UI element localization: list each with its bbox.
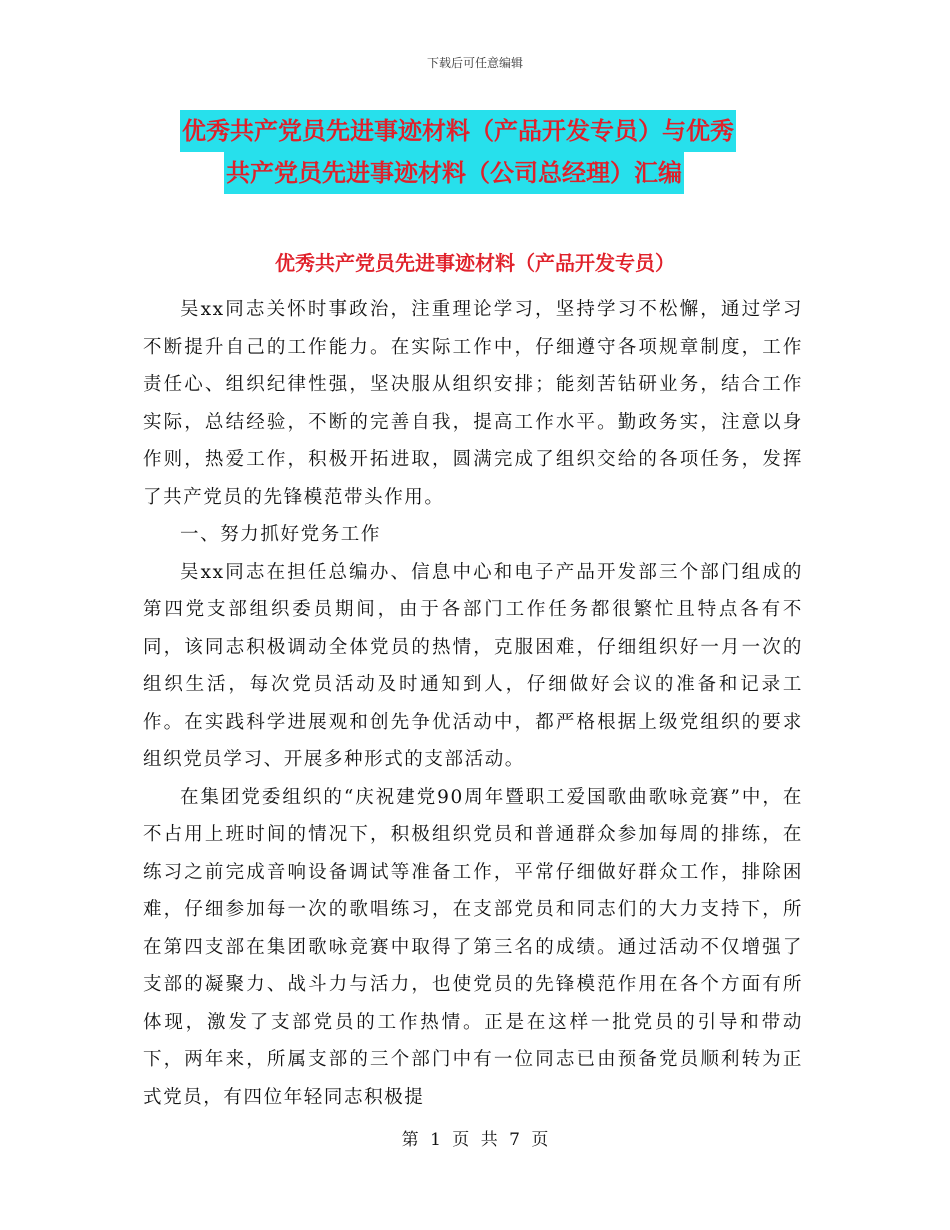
section-title: 优秀共产党员先进事迹材料（产品开发专员） [275, 251, 675, 275]
section-heading: 一、努力抓好党务工作 [180, 524, 382, 545]
document-title-line-2: 共产党员先进事迹材料（公司总经理）汇编 [224, 152, 684, 194]
paragraph: 吴xx同志关怀时事政治，注重理论学习，坚持学习不松懈，通过学习不断提升自己的工作能力。在实际工作中，仔细遵守各项规章制度，工作责任心、组织纪律性强，坚决服从组织安排；能刻苦钻研业务，结合工作实际，总结经验，不断的完善自我，提高工作水平。勤政务实，注意以身作则，热爱工作，积极开拓进取，圆满完成了组织交给的各项任务，发挥了共产党员的先锋模范带头作用。 [143, 299, 803, 508]
header-note: 下载后可任意编辑 [426, 56, 523, 70]
paragraph: 吴xx同志在担任总编办、信息中心和电子产品开发部三个部门组成的第四党支部组织委员期间，由于各部门工作任务都很繁忙且特点各有不同，该同志积极调动全体党员的热情，克服困难，仔细组织好一月一次的组织生活，每次党员活动及时通知到人，仔细做好会议的准备和记录工作。在实践科学进展观和创先争优活动中，都严格根据上级党组织的要求组织党员学习、开展多种形式的支部活动。 [143, 561, 803, 770]
page-number: 第 1 页 共 7 页 [401, 1130, 549, 1150]
document-title-line-1: 优秀共产党员先进事迹材料（产品开发专员）与优秀 [180, 110, 736, 152]
paragraph: 在集团党委组织的“庆祝建党90周年暨职工爱国歌曲歌咏竞赛”中，在不占用上班时间的情况下，积极组织党员和普通群众参加每周的排练，在练习之前完成音响设备调试等准备工作，平常仔细做好群众工作，排除困难，仔细参加每一次的歌唱练习，在支部党员和同志们的大力支持下，所在第四支部在集团歌咏竞赛中取得了第三名的成绩。通过活动不仅增强了支部的凝聚力、战斗力与活力，也使党员的先锋模范作用在各个方面有所体现，激发了支部党员的工作热情。正是在这样一批党员的引导和带动下，两年来，所属支部的三个部门中有一位同志已由预备党员顺利转为正式党员，有四位年轻同志积极提 [143, 786, 803, 1108]
document-title [180, 110, 820, 194]
document-body [143, 291, 803, 1116]
